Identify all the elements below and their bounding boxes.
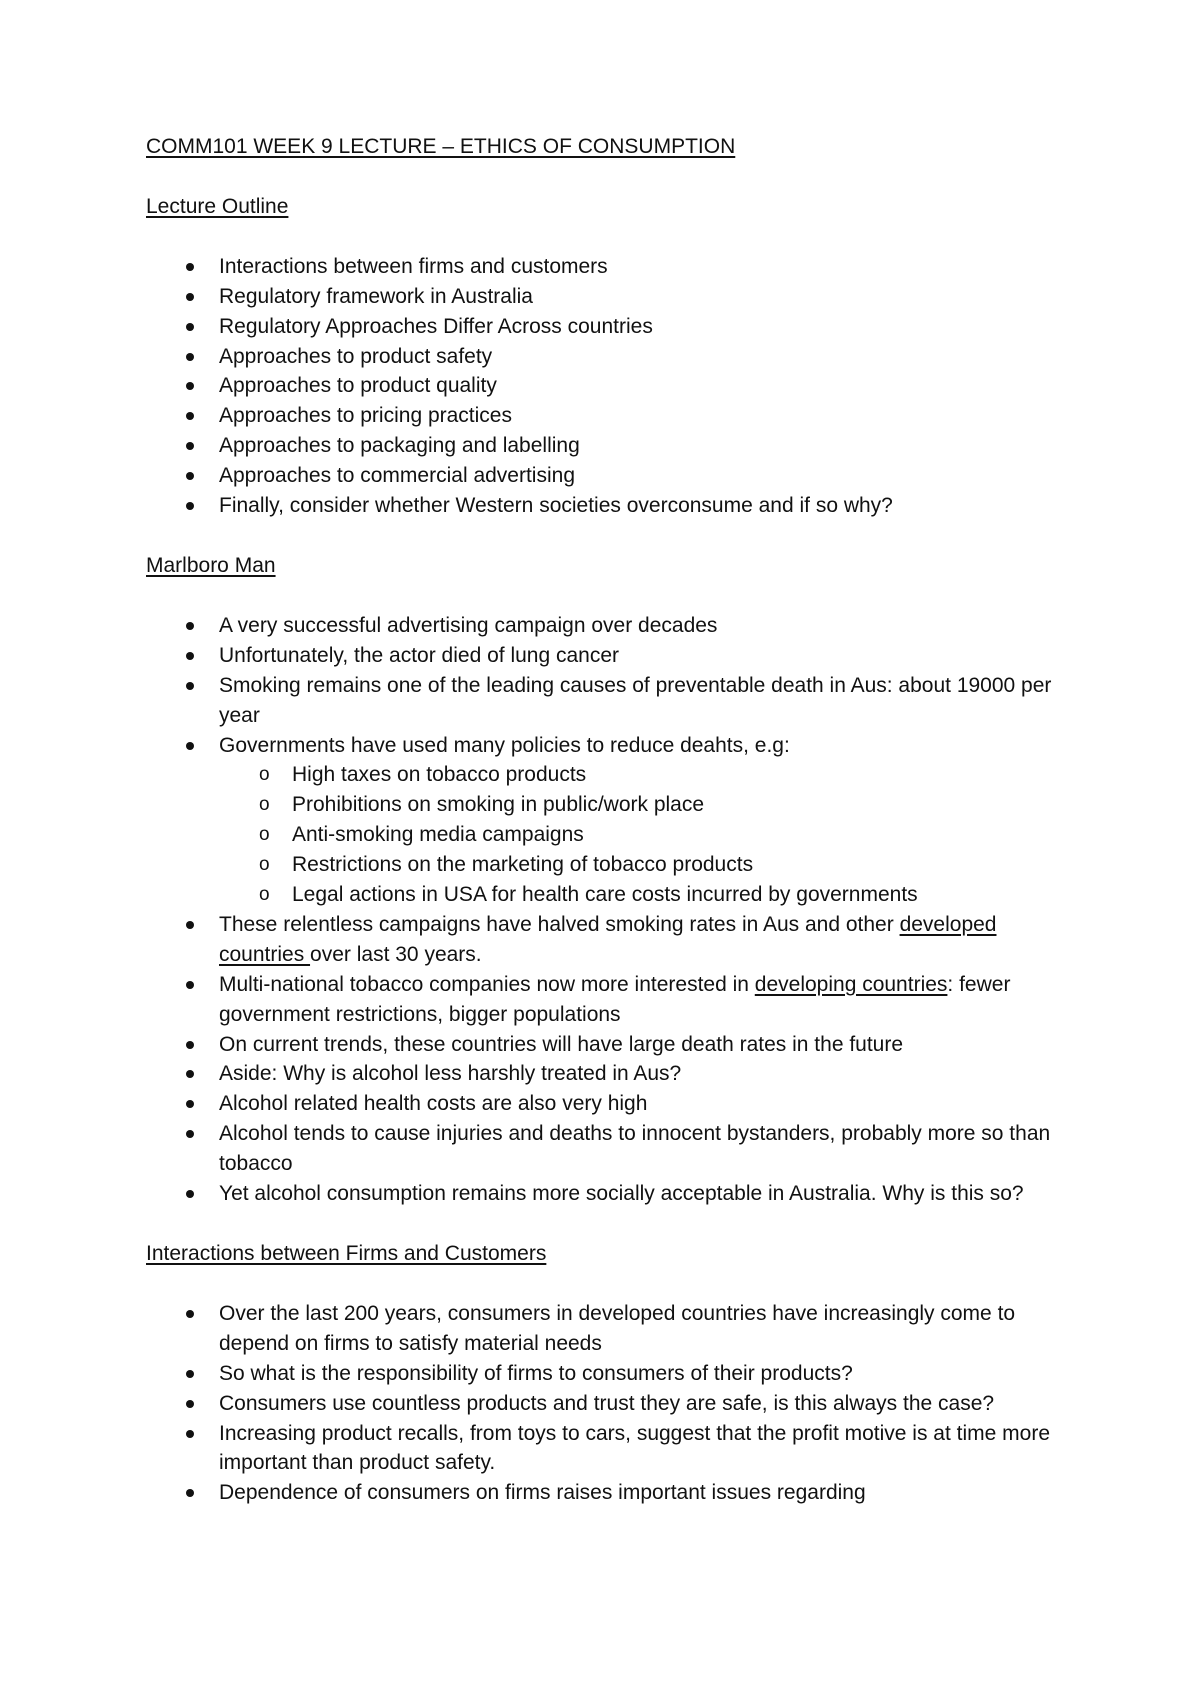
list-item: So what is the responsibility of firms to consumers of their products? [146, 1359, 1086, 1389]
bullet-icon [186, 263, 194, 271]
bullet-icon [186, 1430, 194, 1438]
list-item: Approaches to product quality [146, 371, 1086, 401]
bullet-icon [186, 1130, 194, 1138]
list-item: Alcohol tends to cause injuries and deaths to innocent bystanders, probably more so than tobacco [146, 1119, 1086, 1179]
marlboro-heading: Marlboro Man [146, 553, 276, 577]
bullet-icon [186, 1190, 194, 1198]
bullet-icon [186, 412, 194, 420]
list-item: Regulatory Approaches Differ Across countries [146, 312, 1086, 342]
list-item: Finally, consider whether Western societies overconsume and if so why? [146, 491, 1086, 521]
circle-bullet-icon: o [259, 854, 270, 876]
list-item: Governments have used many policies to reduce deahts, e.g: o High taxes on tobacco products o Prohibitions on smoking in public/work place o Anti-smoking media campaigns o Restrictions on the marketing of tobacco products o Legal actions in USA for health care costs incurred by governments [146, 731, 1086, 910]
sub-list-item: o Prohibitions on smoking in public/work place [219, 790, 1086, 820]
bullet-icon [186, 742, 194, 750]
list-item: Regulatory framework in Australia [146, 282, 1086, 312]
list-item: Interactions between firms and customers [146, 252, 1086, 282]
marlboro-list [146, 611, 1086, 1209]
list-item: Approaches to product safety [146, 342, 1086, 372]
bullet-icon [186, 323, 194, 331]
developed-countries-term: developed countries [219, 912, 997, 966]
circle-bullet-icon: o [259, 884, 270, 906]
page-title: COMM101 WEEK 9 LECTURE – ETHICS OF CONSUMPTION [146, 135, 736, 158]
bullet-icon [186, 442, 194, 450]
list-item: Alcohol related health costs are also very high [146, 1089, 1086, 1119]
sub-list-item: o Anti-smoking media campaigns [219, 820, 1086, 850]
circle-bullet-icon: o [259, 824, 270, 846]
list-item: These relentless campaigns have halved smoking rates in Aus and other developed countries over last 30 years. [146, 910, 1086, 970]
list-item: Yet alcohol consumption remains more socially acceptable in Australia. Why is this so? [146, 1179, 1086, 1209]
bullet-icon [186, 1370, 194, 1378]
list-item: Dependence of consumers on firms raises important issues regarding [146, 1478, 1086, 1508]
developing-countries-term: developing countries [754, 972, 948, 996]
bullet-icon [186, 1041, 194, 1049]
circle-bullet-icon: o [259, 764, 270, 786]
interactions-list [146, 1299, 1086, 1508]
list-item: Increasing product recalls, from toys to cars, suggest that the profit motive is at time more important than product safety. [146, 1419, 1086, 1479]
bullet-icon [186, 293, 194, 301]
circle-bullet-icon: o [259, 794, 270, 816]
list-item: A very successful advertising campaign over decades [146, 611, 1086, 641]
list-item: Smoking remains one of the leading causes of preventable death in Aus: about 19000 per year [146, 671, 1086, 731]
bullet-icon [186, 1400, 194, 1408]
bullet-icon [186, 1100, 194, 1108]
list-item: Over the last 200 years, consumers in developed countries have increasingly come to depend on firms to satisfy material needs [146, 1299, 1086, 1359]
list-item: Approaches to packaging and labelling [146, 431, 1086, 461]
list-item: Approaches to pricing practices [146, 401, 1086, 431]
bullet-icon [186, 1310, 194, 1318]
bullet-icon [186, 652, 194, 660]
bullet-icon [186, 502, 194, 510]
bullet-icon [186, 472, 194, 480]
list-item: Consumers use countless products and trust they are safe, is this always the case? [146, 1389, 1086, 1419]
bullet-icon [186, 981, 194, 989]
bullet-icon [186, 1489, 194, 1497]
outline-list [146, 252, 1086, 521]
sub-list-item: o Legal actions in USA for health care costs incurred by governments [219, 880, 1086, 910]
policy-sublist [219, 760, 1086, 910]
bullet-icon [186, 682, 194, 690]
list-item: Approaches to commercial advertising [146, 461, 1086, 491]
bullet-icon [186, 353, 194, 361]
interactions-heading: Interactions between Firms and Customers [146, 1242, 547, 1265]
document-page [146, 132, 1086, 1508]
bullet-icon [186, 921, 194, 929]
bullet-icon [186, 1070, 194, 1078]
list-item: Unfortunately, the actor died of lung cancer [146, 641, 1086, 671]
bullet-icon [186, 382, 194, 390]
list-item: Aside: Why is alcohol less harshly treated in Aus? [146, 1059, 1086, 1089]
list-item: Multi-national tobacco companies now more interested in developing countries: fewer government restrictions, bigger populations [146, 970, 1086, 1030]
bullet-icon [186, 622, 194, 630]
outline-heading: Lecture Outline [146, 194, 289, 218]
list-item: On current trends, these countries will have large death rates in the future [146, 1030, 1086, 1060]
sub-list-item: o Restrictions on the marketing of tobacco products [219, 850, 1086, 880]
sub-list-item: o High taxes on tobacco products [219, 760, 1086, 790]
